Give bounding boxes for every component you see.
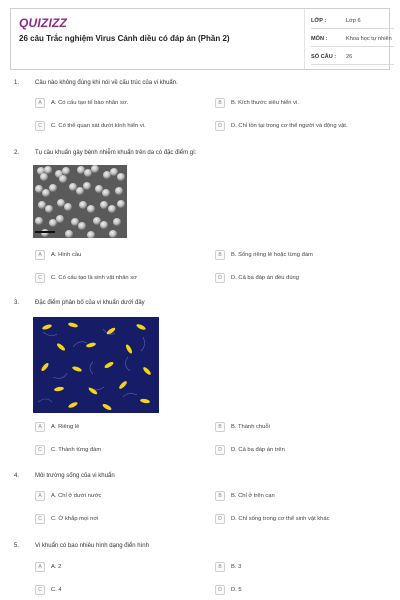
option-text: D. Chỉ tồn tại trong cơ thể người và động vật. bbox=[231, 122, 348, 129]
meta-subject-label: MÔN : bbox=[311, 36, 328, 42]
option-letter: D bbox=[215, 273, 225, 283]
option-text: A. Chỉ ở dưới nước bbox=[51, 492, 102, 499]
staphylococcus-micrograph-svg bbox=[33, 165, 127, 238]
meta-subject-value: Khoa học tự nhiên bbox=[346, 36, 392, 42]
option-text: A. Có cấu tạo tế bào nhân sơ. bbox=[51, 99, 129, 106]
meta-grade-label: LỚP : bbox=[311, 18, 327, 24]
question-2-number: 2. bbox=[14, 150, 20, 156]
option-letter: C bbox=[35, 273, 45, 283]
option-letter: B bbox=[215, 491, 225, 501]
meta-count-label: SỐ CÂU : bbox=[311, 54, 337, 60]
question-5-text: Vi khuẩn có bao nhiêu hình dạng điển hình bbox=[35, 543, 149, 549]
staphylococcus-micrograph-image bbox=[33, 165, 127, 238]
meta-underline bbox=[311, 46, 394, 47]
question-4-text: Môi trường sống của vi khuẩn bbox=[35, 473, 115, 479]
question-1-number: 1. bbox=[14, 80, 20, 86]
vibrio-bacteria-svg bbox=[33, 317, 159, 413]
header-divider bbox=[304, 9, 305, 69]
option-text: C. Thành từng đám bbox=[51, 446, 102, 453]
quizizz-logo: QUIZIZZ bbox=[19, 16, 68, 30]
option-letter: B bbox=[215, 98, 225, 108]
option-letter: A bbox=[35, 98, 45, 108]
option-letter: B bbox=[215, 250, 225, 260]
option-letter: C bbox=[35, 585, 45, 595]
option-letter: B bbox=[215, 422, 225, 432]
option-letter: D bbox=[215, 445, 225, 455]
option-letter: C bbox=[35, 514, 45, 524]
option-text: D. Cả ba đáp án trên bbox=[231, 446, 285, 453]
question-4-number: 4. bbox=[14, 473, 20, 479]
option-letter: A bbox=[35, 491, 45, 501]
meta-grade-value: Lớp 6 bbox=[346, 18, 361, 24]
meta-underline bbox=[311, 28, 394, 29]
meta-underline bbox=[311, 64, 394, 65]
option-text: A. 2 bbox=[51, 563, 62, 570]
option-text: A. Hình cầu bbox=[51, 251, 82, 258]
option-letter: A bbox=[35, 562, 45, 572]
option-text: C. Có cấu tạo là sinh vật nhân sơ bbox=[51, 274, 137, 281]
option-text: C. Có thể quan sát dưới kính hiển vi. bbox=[51, 122, 146, 129]
option-letter: D bbox=[215, 585, 225, 595]
option-letter: A bbox=[35, 250, 45, 260]
option-text: B. Chỉ ở trên cạn bbox=[231, 492, 275, 499]
option-letter: C bbox=[35, 121, 45, 131]
option-text: B. 3 bbox=[231, 563, 242, 570]
worksheet-title: 26 câu Trắc nghiệm Virus Cánh diều có đáp án (Phần 2) bbox=[19, 34, 230, 43]
option-text: B. Sống riêng lẻ hoặc từng đám bbox=[231, 251, 313, 258]
option-text: D. Chỉ sống trong cơ thể sinh vật khác bbox=[231, 515, 330, 522]
worksheet-header bbox=[10, 8, 390, 70]
option-text: A. Riêng lẻ bbox=[51, 423, 80, 430]
vibrio-bacteria-image bbox=[33, 317, 159, 413]
option-letter: A bbox=[35, 422, 45, 432]
option-text: D. Cả ba đáp án đều đúng bbox=[231, 274, 300, 281]
option-letter: D bbox=[215, 514, 225, 524]
option-text: D. 5 bbox=[231, 586, 242, 593]
meta-count-value: 26 bbox=[346, 54, 353, 60]
option-text: B. Kích thước siêu hiển vi. bbox=[231, 99, 299, 106]
option-letter: B bbox=[215, 562, 225, 572]
option-letter: C bbox=[35, 445, 45, 455]
option-text: C. Ở khắp mọi nơi bbox=[51, 515, 99, 522]
option-text: C. 4 bbox=[51, 586, 62, 593]
question-1-text: Câu nào không đúng khi nói về cấu trúc của vi khuẩn. bbox=[35, 80, 178, 86]
question-5-number: 5. bbox=[14, 543, 20, 549]
question-2-text: Tụ cầu khuẩn gây bệnh nhiễm khuẩn trên da có đặc điểm gì: bbox=[35, 150, 197, 156]
question-3-number: 3. bbox=[14, 300, 20, 306]
option-text: B. Thành chuỗi bbox=[231, 423, 270, 430]
option-letter: D bbox=[215, 121, 225, 131]
question-3-text: Đặc điểm phân bố của vi khuẩn dưới đây bbox=[35, 300, 145, 306]
